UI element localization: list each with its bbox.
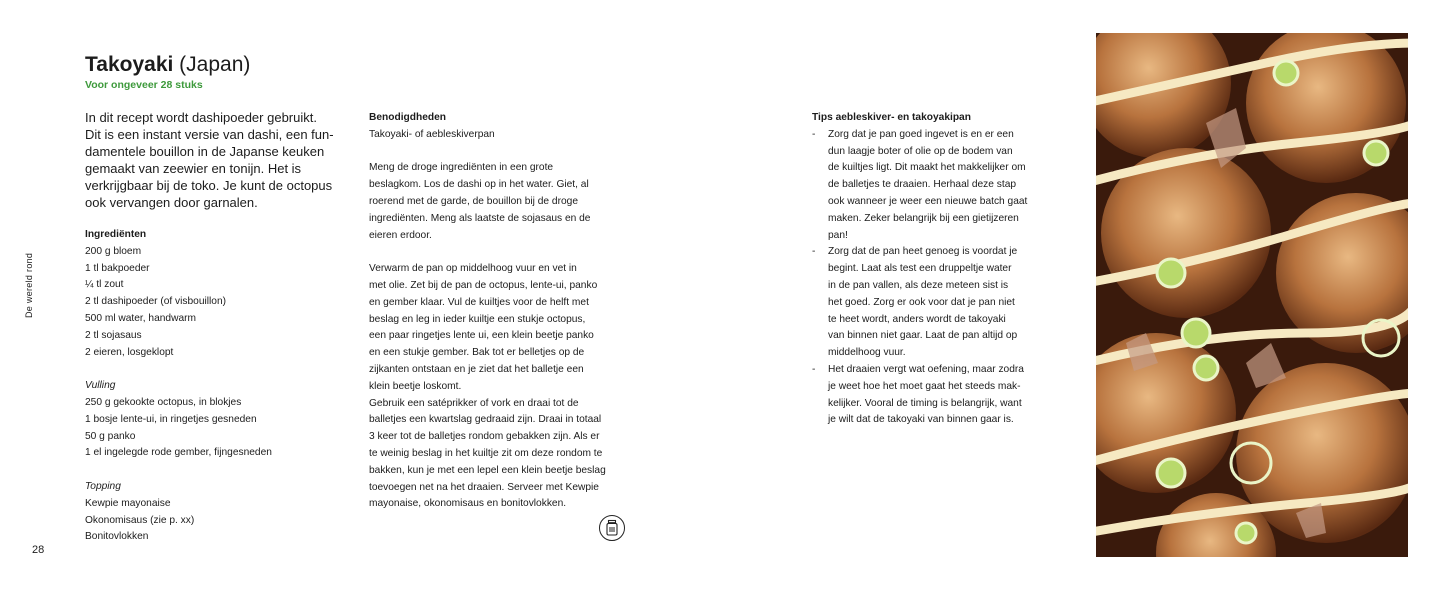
ingredients-heading: Ingrediënten bbox=[85, 229, 147, 240]
method-line: beslag en leg in ieder kuiltje een stukje octopus, bbox=[369, 313, 586, 325]
ingredient-item: 200 g bloem bbox=[85, 245, 142, 257]
yield-subtitle: Voor ongeveer 28 stuks bbox=[85, 79, 203, 91]
ingredient-item: 2 tl dashipoeder (of visbouillon) bbox=[85, 296, 227, 308]
method-line: met olie. Zet bij de pan de octopus, lente-ui, panko bbox=[369, 279, 598, 291]
filling-heading: Vulling bbox=[85, 380, 116, 392]
tips-column bbox=[812, 110, 1052, 429]
method-column bbox=[369, 110, 639, 513]
tips-list bbox=[812, 127, 1052, 429]
method-line: mayonaise, okonomisaus en bonitovlokken. bbox=[369, 498, 567, 510]
intro-line: damentele bouillon in de Japanse keuken bbox=[85, 144, 325, 159]
intro-paragraph bbox=[85, 109, 350, 211]
topping-item: Okonomisaus (zie p. xx) bbox=[85, 514, 195, 526]
title-suffix: (Japan) bbox=[179, 53, 251, 76]
ingredients-column bbox=[85, 227, 345, 546]
intro-line: gemaakt van zeewier en tonijn. Het is bbox=[85, 161, 302, 176]
filling-item: 1 el ingelegde rode gember, fijngesneden bbox=[85, 447, 272, 459]
method-line: roerend met de garde, de bouillon bij de droge bbox=[369, 195, 578, 207]
method-line: te weinig beslag in het kuiltje zit om deze rondom te bbox=[369, 447, 603, 459]
filling-item: 50 g panko bbox=[85, 430, 136, 442]
filling-item: 250 g gekookte octopus, in blokjes bbox=[85, 396, 242, 408]
method-line: 3 keer tot de balletjes rondom gebakken zijn. Als er bbox=[369, 431, 600, 443]
equipment-item: Takoyaki- of aebleskiverpan bbox=[369, 128, 495, 140]
method-line: zijkanten ontstaan en je ziet dat het balletje een bbox=[369, 363, 584, 375]
method-line: ingrediënten. Meng als laatste de sojasaus en de bbox=[369, 212, 591, 224]
intro-line: In dit recept wordt dashipoeder gebruikt. bbox=[85, 110, 317, 125]
intro-line: Dit is een instant versie van dashi, een fun- bbox=[85, 127, 334, 142]
ingredient-item: 2 eieren, losgeklopt bbox=[85, 346, 174, 358]
method-line: Meng de droge ingrediënten in een grote bbox=[369, 162, 554, 174]
title-main: Takoyaki bbox=[85, 53, 174, 76]
method-line: balletjes een kwartslag gedraaid zijn. Draai in totaal bbox=[369, 414, 602, 426]
method-line: eieren erdoor. bbox=[369, 229, 432, 241]
method-line: beslagkom. Los de dashi op in het water. Giet, al bbox=[369, 179, 589, 191]
method-line: Gebruik een satéprikker of vork en draai tot de bbox=[369, 397, 579, 409]
method-line: een paar ringetjes lente ui, een klein beetje panko bbox=[369, 330, 594, 342]
topping-item: Kewpie mayonaise bbox=[85, 497, 171, 509]
jar-icon bbox=[599, 515, 625, 541]
takoyaki-photo bbox=[1096, 33, 1408, 557]
intro-line: verkrijgbaar bij de toko. Je kunt de octopus bbox=[85, 178, 333, 193]
page-number: 28 bbox=[32, 544, 45, 556]
topping-item: Bonitovlokken bbox=[85, 531, 149, 543]
side-section-label: De wereld rond bbox=[24, 252, 34, 318]
filling-item: 1 bosje lente-ui, in ringetjes gesneden bbox=[85, 413, 257, 425]
method-line: klein beetje loskomt. bbox=[369, 380, 462, 392]
recipe-title bbox=[85, 53, 250, 77]
tip-item: - Het draaien vergt wat oefening, maar zodra je weet hoe het moet gaat het steeds mak- kelijker. Vooral de timing is belangrijk, want je wilt dat de takoyaki van binnen gaar is. bbox=[812, 362, 1052, 429]
ingredient-item: 2 tl sojasaus bbox=[85, 329, 142, 341]
method-line: Verwarm de pan op middelhoog vuur en vet in bbox=[369, 263, 577, 275]
method-line: en een stukje gember. Bak tot er belletjes op de bbox=[369, 347, 585, 359]
ingredient-item: 500 ml water, handwarm bbox=[85, 312, 196, 324]
ingredient-item: 1 tl bakpoeder bbox=[85, 262, 150, 274]
method-line: bakken, kun je met een lepel een klein beetje beslag bbox=[369, 464, 606, 476]
tip-item: - Zorg dat je pan goed ingevet is en er een dun laagje boter of olie op de bodem van de kuiltjes ligt. Dit maakt het makkelijker om de balletjes te draaien. Herhaal deze stap ook wanneer je weer een nieuwe batch gaat maken. Zeker belangrijk bij een gietijzeren pan! bbox=[812, 127, 1052, 245]
ingredient-item: ¼ tl zout bbox=[85, 279, 124, 291]
equipment-heading: Benodigdheden bbox=[369, 112, 446, 123]
tip-item: - Zorg dat de pan heet genoeg is voordat je begint. Laat als test een druppeltje water in de pan vallen, als deze meteen sist is het goed. Zorg er ook voor dat je pan niet te heet wordt, anders wordt de takoyaki van binnen niet gaar. Laat de pan altijd op middelhoog vuur. bbox=[812, 244, 1052, 362]
tips-heading: Tips aebleskiver- en takoyakipan bbox=[812, 112, 971, 123]
topping-heading: Topping bbox=[85, 480, 121, 492]
method-line: en gember klaar. Vul de kuiltjes voor de helft met bbox=[369, 296, 589, 308]
intro-line: ook vervangen door garnalen. bbox=[85, 195, 258, 210]
method-line: toevoegen net na het draaien. Serveer met Kewpie bbox=[369, 481, 599, 493]
